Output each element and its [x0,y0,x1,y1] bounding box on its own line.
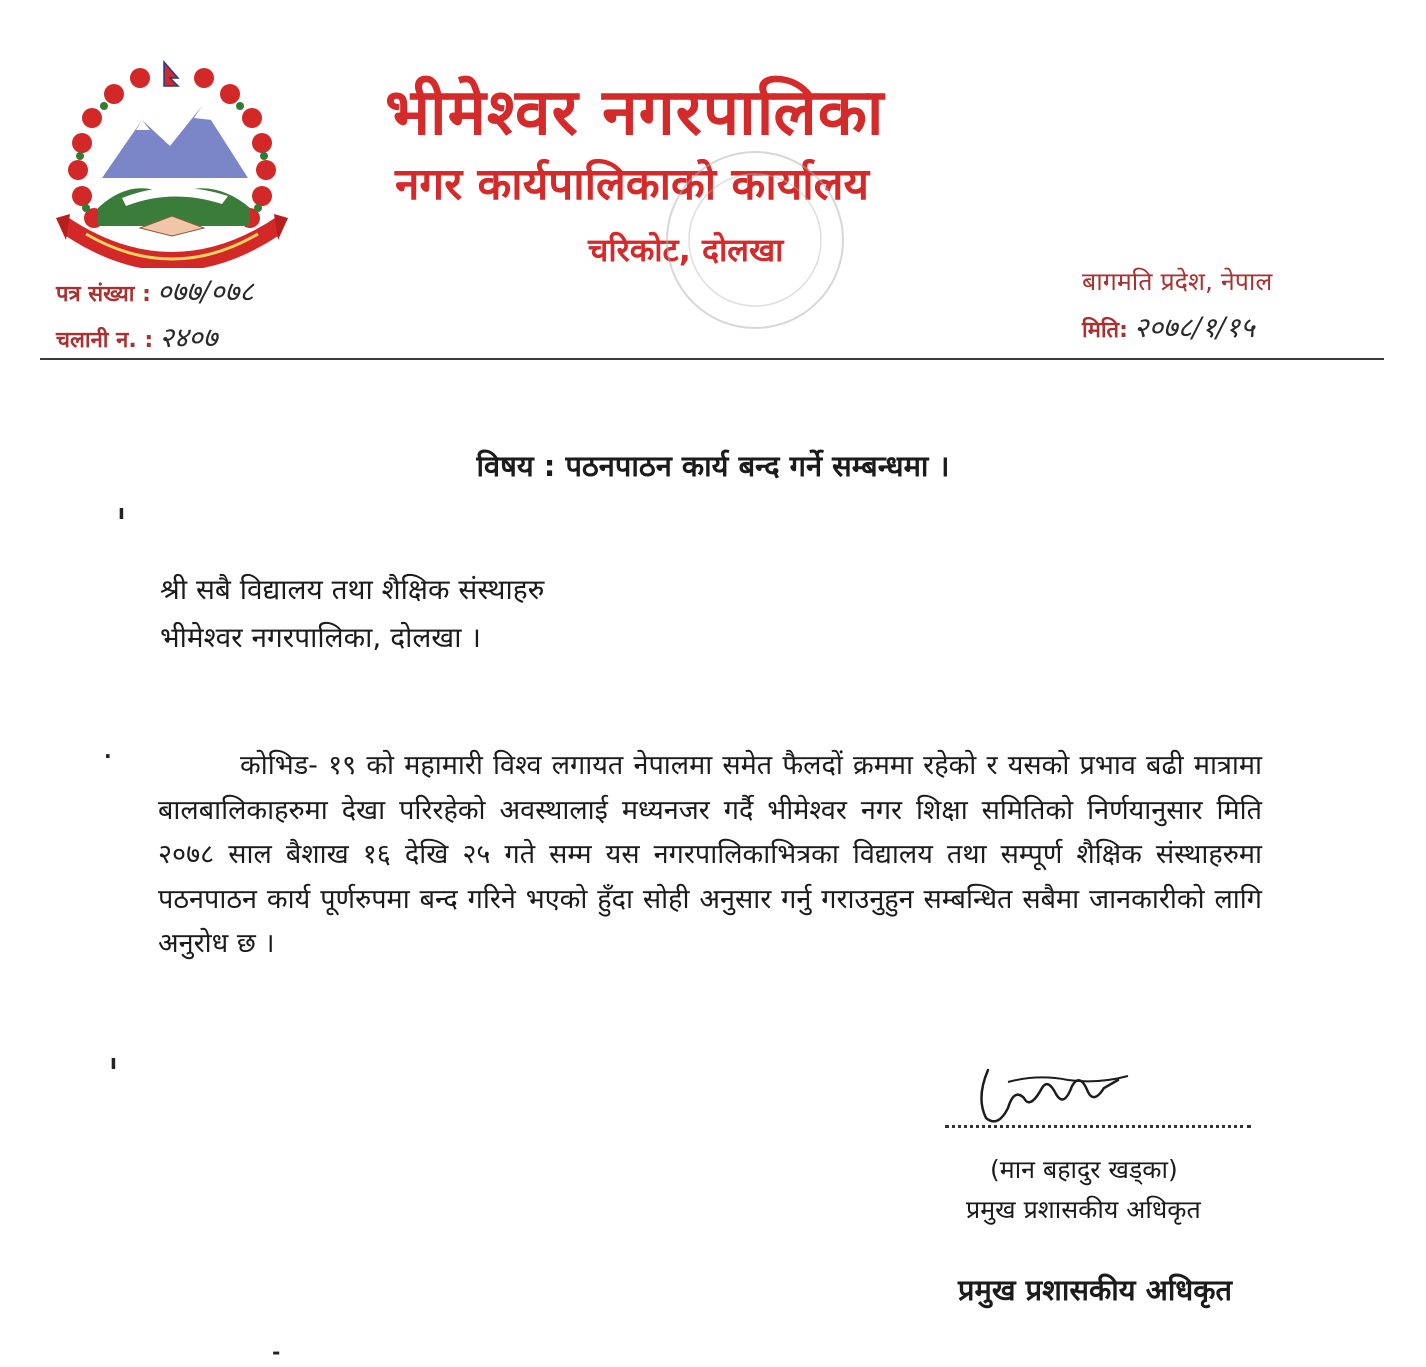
addressee-line-2: भीमेश्वर नगरपालिका, दोलखा । [160,621,481,654]
letter-number-value: ०७७/०७८ [156,275,254,308]
dispatch-number-value: २४०७ [159,321,218,354]
org-name: भीमेश्वर नगरपालिका [385,76,885,150]
scan-mark: ı [118,500,125,524]
letter-body-text: कोभिड- १९ को महामारी विश्व लगायत नेपालमा समेत फैलदों क्रममा रहेको र यसको प्रभाव बढी मात्रामा बालबालिकाहरुमा देखा परिरहेको अवस्थालाई मध्यनजर गर्दै भीमेश्वर नगर शिक्षा समितिको निर्णयानुसार मिति २०७८ साल बैशाख १६ देखि २५ गते सम्म यस नगरपालिकाभित्रका विद्यालय तथा सम्पूर्ण शैक्षिक संस्थाहरुमा पठनपाठन कार्य पूर्णरुपमा बन्द गरिने भएको हुँदा सोही अनुसार गर्नु गराउनुहुन सम्बन्धित सबैमा जानकारीको लागि अनुरोध छ । [158,750,1262,959]
date-value: २०७८/१/१५ [1133,311,1255,344]
scan-mark: · [104,744,112,768]
letter-date [1082,308,1255,346]
addressee-line-1: श्री सबै विद्यालय तथा शैक्षिक संस्थाहरु [160,573,545,606]
dispatch-number [56,318,217,356]
letter-number [56,272,254,310]
signer-title: प्रमुख प्रशासकीय अधिकृत [966,1195,1201,1224]
signature-line [945,1125,1251,1128]
office-location: चरिकोट, दोलखा [588,231,784,269]
scan-mark: ı [110,1050,117,1074]
signer-designation: प्रमुख प्रशासकीय अधिकृत [958,1273,1233,1307]
office-stamp-icon [655,140,855,340]
header-divider [40,358,1384,360]
nepal-emblem-icon [52,58,292,268]
scan-mark: - [272,1340,281,1364]
letter-body [158,744,1262,967]
letter-number-label: पत्र संख्या : [56,282,151,307]
signer-name: (मान बहादुर खड्का) [990,1155,1178,1184]
date-label: मिति: [1082,318,1128,343]
letter-subject: विषय : पठनपाठन कार्य बन्द गर्ने सम्बन्धमा । [476,449,950,483]
province-label: बागमति प्रदेश, नेपाल [1082,267,1273,296]
dispatch-number-label: चलानी न. : [56,328,154,353]
office-name: नगर कार्यपालिकाको कार्यालय [395,159,869,210]
handwritten-signature-icon [968,1058,1138,1128]
